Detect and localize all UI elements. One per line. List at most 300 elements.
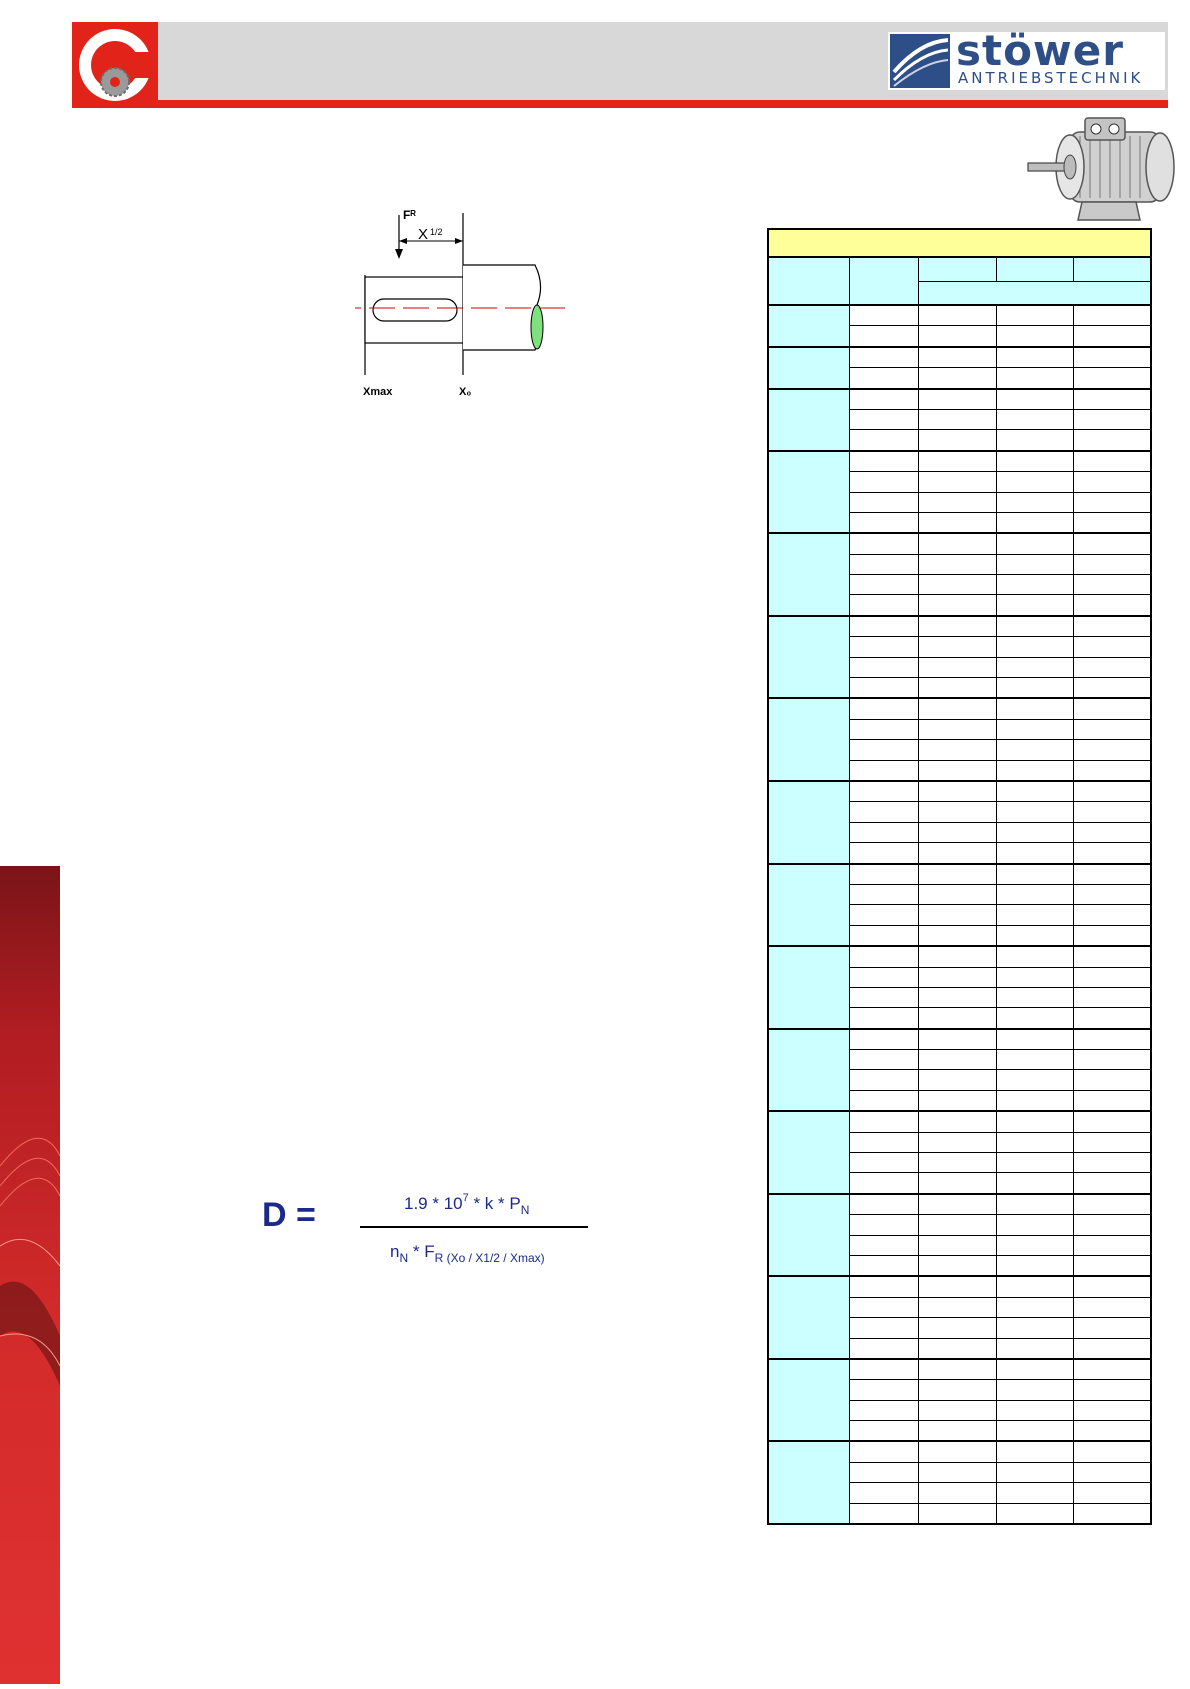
table-cell (918, 368, 996, 389)
table-cell (996, 760, 1073, 781)
table-cell (918, 1255, 996, 1276)
table-cell (918, 925, 996, 946)
table-cell (849, 719, 918, 739)
table-cell (918, 1297, 996, 1317)
table-cell (918, 864, 996, 885)
table-cell (1073, 1441, 1151, 1462)
table-cell (849, 1235, 918, 1255)
table-cell (849, 967, 918, 987)
head-cell-5 (1073, 257, 1151, 281)
table-cell (1073, 1503, 1151, 1524)
table-cell (849, 1215, 918, 1235)
table-cell (918, 1111, 996, 1132)
table-cell (849, 1276, 918, 1297)
table-cell (918, 554, 996, 574)
table-cell (849, 637, 918, 657)
decorative-side-strip (0, 866, 60, 1684)
table-cell (1073, 492, 1151, 512)
table-cell (849, 1380, 918, 1400)
table-cell (849, 616, 918, 637)
table-cell (918, 843, 996, 864)
table-cell (849, 512, 918, 533)
table-cell (849, 1050, 918, 1070)
table-cell (1073, 967, 1151, 987)
table-cell (996, 1276, 1073, 1297)
table-cell (849, 1421, 918, 1442)
table-cell (849, 1483, 918, 1503)
table-cell (996, 678, 1073, 699)
brand-tagline: ANTRIEBSTECHNIK (958, 69, 1144, 87)
table-cell (918, 719, 996, 739)
table-cell (1073, 1297, 1151, 1317)
table-row (768, 1194, 1151, 1215)
table-cell (918, 1483, 996, 1503)
table-cell (996, 1090, 1073, 1111)
table-cell (849, 472, 918, 492)
table-row (768, 698, 1151, 719)
xmax-label: Xmax (363, 386, 393, 398)
table-cell (849, 368, 918, 389)
table-cell (918, 430, 996, 451)
table-cell (918, 575, 996, 595)
table-cell (849, 1297, 918, 1317)
table-cell (996, 305, 1073, 326)
electric-motor-icon (1020, 112, 1180, 227)
table-cell (1073, 1194, 1151, 1215)
table-cell (1073, 678, 1151, 699)
table-cell (849, 595, 918, 616)
table-cell (1073, 1008, 1151, 1029)
table-cell (849, 822, 918, 842)
table-cell (996, 1297, 1073, 1317)
table-cell (849, 1029, 918, 1050)
table-cell (849, 305, 918, 326)
data-table (767, 228, 1152, 1525)
group-cell (768, 781, 849, 864)
table-cell (996, 1215, 1073, 1235)
table-title-cell (768, 229, 1151, 257)
table-cell (1073, 781, 1151, 802)
group-cell (768, 347, 849, 389)
table-cell (1073, 884, 1151, 904)
table-cell (918, 678, 996, 699)
table-row (768, 946, 1151, 967)
table-cell (996, 1153, 1073, 1173)
table-cell (1073, 616, 1151, 637)
table-cell (996, 740, 1073, 760)
group-cell (768, 305, 849, 347)
table-cell (996, 595, 1073, 616)
table-cell (1073, 1235, 1151, 1255)
table-cell (996, 368, 1073, 389)
distance-label: X (418, 226, 429, 243)
table-cell (1073, 719, 1151, 739)
table-cell (996, 430, 1073, 451)
table-cell (996, 884, 1073, 904)
table-cell (849, 657, 918, 677)
table-cell (1073, 368, 1151, 389)
table-cell (1073, 905, 1151, 925)
table-cell (1073, 1276, 1151, 1297)
table-cell (849, 925, 918, 946)
table-cell (918, 1132, 996, 1152)
table-row (768, 451, 1151, 472)
table-cell (1073, 1050, 1151, 1070)
table-cell (1073, 1255, 1151, 1276)
table-row (768, 347, 1151, 368)
table-cell (1073, 1173, 1151, 1194)
formula-denominator: $n_N * F_{R (Xo / X1/2 / Xmax)}$ (390, 1242, 545, 1265)
table-cell (996, 616, 1073, 637)
table-title-row (768, 229, 1151, 257)
table-cell (996, 864, 1073, 885)
table-cell (918, 389, 996, 410)
table-cell (1073, 740, 1151, 760)
table-cell (1073, 595, 1151, 616)
table-cell (1073, 389, 1151, 410)
table-cell (1073, 326, 1151, 347)
group-cell (768, 389, 849, 451)
head-cell-1 (768, 257, 849, 305)
table-cell (1073, 698, 1151, 719)
table-cell (918, 1029, 996, 1050)
subhead-cell (918, 281, 1151, 305)
table-cell (1073, 472, 1151, 492)
company-logo (72, 22, 158, 108)
table-cell (918, 740, 996, 760)
table-cell (918, 1359, 996, 1380)
table-cell (1073, 1318, 1151, 1338)
table-cell (1073, 1421, 1151, 1442)
table-cell (996, 1338, 1073, 1359)
table-cell (849, 1359, 918, 1380)
header-accent-line (72, 100, 1168, 108)
table-cell (1073, 987, 1151, 1007)
brand-swoosh-icon (890, 32, 952, 90)
table-cell (849, 1194, 918, 1215)
table-cell (996, 905, 1073, 925)
table-cell (996, 987, 1073, 1007)
table-cell (996, 1400, 1073, 1420)
table-cell (996, 472, 1073, 492)
table-cell (996, 843, 1073, 864)
table-cell (918, 1338, 996, 1359)
table-cell (849, 554, 918, 574)
table-cell (996, 554, 1073, 574)
table-cell (996, 781, 1073, 802)
table-cell (849, 946, 918, 967)
table-cell (996, 637, 1073, 657)
bearing-formula (258, 1182, 598, 1282)
table-cell (849, 533, 918, 554)
group-cell (768, 1441, 849, 1524)
table-cell (849, 492, 918, 512)
table-cell (918, 1503, 996, 1524)
table-cell (996, 698, 1073, 719)
table-cell (1073, 760, 1151, 781)
table-cell (1073, 575, 1151, 595)
table-cell (918, 1215, 996, 1235)
table-cell (1073, 1029, 1151, 1050)
table-cell (918, 1421, 996, 1442)
table-cell (849, 987, 918, 1007)
table-cell (849, 1070, 918, 1090)
table-cell (996, 967, 1073, 987)
group-cell (768, 1276, 849, 1359)
table-cell (849, 389, 918, 410)
table-cell (996, 389, 1073, 410)
table-cell (849, 451, 918, 472)
table-cell (996, 1132, 1073, 1152)
table-cell (918, 1173, 996, 1194)
table-cell (996, 409, 1073, 429)
table-cell (996, 1070, 1073, 1090)
table-cell (996, 347, 1073, 368)
table-cell (849, 1090, 918, 1111)
table-row (768, 533, 1151, 554)
table-cell (1073, 1215, 1151, 1235)
table-cell (849, 864, 918, 885)
table-cell (996, 1194, 1073, 1215)
table-cell (849, 884, 918, 904)
table-cell (1073, 1090, 1151, 1111)
table-cell (996, 1462, 1073, 1482)
table-cell (996, 1050, 1073, 1070)
table-cell (996, 1359, 1073, 1380)
key-slot (373, 299, 457, 321)
group-cell (768, 533, 849, 616)
table-cell (1073, 843, 1151, 864)
table-cell (918, 1276, 996, 1297)
table-cell (918, 822, 996, 842)
table-cell (849, 1111, 918, 1132)
table-cell (849, 1462, 918, 1482)
table-cell (918, 781, 996, 802)
force-label: Fᴿ (403, 208, 416, 222)
head-cell-3 (918, 257, 996, 281)
table-cell (996, 1235, 1073, 1255)
force-arrow-icon (395, 249, 403, 259)
table-cell (1073, 637, 1151, 657)
table-cell (918, 946, 996, 967)
table-cell (996, 1173, 1073, 1194)
table-row (768, 864, 1151, 885)
table-row (768, 781, 1151, 802)
table-cell (918, 1441, 996, 1462)
table-cell (849, 1153, 918, 1173)
table-cell (849, 1173, 918, 1194)
table-cell (918, 409, 996, 429)
table-cell (996, 1503, 1073, 1524)
shaft-section (531, 305, 543, 349)
table-cell (849, 802, 918, 822)
table-cell (1073, 925, 1151, 946)
table-cell (996, 822, 1073, 842)
table-cell (849, 1132, 918, 1152)
table-cell (849, 575, 918, 595)
table-cell (918, 1008, 996, 1029)
table-cell (918, 1153, 996, 1173)
shaft-load-diagram (355, 205, 615, 405)
table-cell (918, 1050, 996, 1070)
table-cell (849, 1338, 918, 1359)
table-cell (918, 512, 996, 533)
head-cell-4 (996, 257, 1073, 281)
table-cell (996, 657, 1073, 677)
table-cell (918, 595, 996, 616)
table-cell (849, 347, 918, 368)
table-cell (918, 326, 996, 347)
table-cell (849, 740, 918, 760)
table-cell (1073, 802, 1151, 822)
formula-lhs: D = (262, 1196, 316, 1234)
table-cell (918, 1090, 996, 1111)
table-cell (1073, 657, 1151, 677)
table-cell (996, 492, 1073, 512)
table-cell (996, 1008, 1073, 1029)
table-cell (849, 1008, 918, 1029)
table-cell (996, 1483, 1073, 1503)
table-cell (918, 1235, 996, 1255)
wave-decoration-icon (0, 866, 60, 1684)
group-cell (768, 1194, 849, 1277)
group-cell (768, 698, 849, 781)
table-cell (918, 1194, 996, 1215)
saw-blade-c-logo-icon (72, 22, 158, 108)
table-row (768, 305, 1151, 326)
table-cell (996, 802, 1073, 822)
brand-logo (888, 26, 1165, 90)
table-cell (849, 760, 918, 781)
table-cell (996, 1441, 1073, 1462)
table-cell (918, 657, 996, 677)
group-cell (768, 1111, 849, 1194)
table-cell (996, 1255, 1073, 1276)
table-cell (1073, 1132, 1151, 1152)
table-cell (1073, 533, 1151, 554)
head-cell-2 (849, 257, 918, 305)
table-cell (849, 698, 918, 719)
table-cell (918, 760, 996, 781)
group-cell (768, 1029, 849, 1112)
table-head-row (768, 257, 1151, 281)
table-cell (918, 1318, 996, 1338)
table-cell (996, 1029, 1073, 1050)
group-cell (768, 864, 849, 947)
table-cell (996, 451, 1073, 472)
table-cell (996, 533, 1073, 554)
table-cell (918, 637, 996, 657)
table-row (768, 1441, 1151, 1462)
table-cell (918, 305, 996, 326)
table-cell (1073, 822, 1151, 842)
table-cell (996, 946, 1073, 967)
table-cell (918, 1400, 996, 1420)
table-cell (849, 1400, 918, 1420)
table-cell (849, 430, 918, 451)
table-row (768, 616, 1151, 637)
table-cell (1073, 1153, 1151, 1173)
table-cell (1073, 512, 1151, 533)
table-cell (849, 905, 918, 925)
table-cell (996, 326, 1073, 347)
table-row (768, 389, 1151, 410)
table-row (768, 1359, 1151, 1380)
table-cell (918, 987, 996, 1007)
table-cell (918, 698, 996, 719)
table-cell (996, 719, 1073, 739)
table-cell (918, 905, 996, 925)
table-cell (1073, 864, 1151, 885)
table-row (768, 1276, 1151, 1297)
table-cell (918, 492, 996, 512)
table-cell (1073, 1359, 1151, 1380)
table-cell (918, 472, 996, 492)
table-cell (1073, 1483, 1151, 1503)
group-cell (768, 616, 849, 699)
table-cell (1073, 1111, 1151, 1132)
table-cell (1073, 554, 1151, 574)
distance-label-sup: 1/2 (430, 227, 443, 237)
table-cell (1073, 1400, 1151, 1420)
table-cell (996, 1111, 1073, 1132)
table-cell (849, 326, 918, 347)
table-cell (1073, 1338, 1151, 1359)
table-cell (1073, 430, 1151, 451)
brand-name: stöwer (956, 26, 1124, 75)
table-cell (918, 967, 996, 987)
table-cell (918, 347, 996, 368)
table-row (768, 1111, 1151, 1132)
table-cell (1073, 451, 1151, 472)
table-cell (1073, 1070, 1151, 1090)
table-cell (849, 1441, 918, 1462)
table-cell (918, 616, 996, 637)
table-cell (1073, 347, 1151, 368)
table-row (768, 1029, 1151, 1050)
table-cell (849, 1255, 918, 1276)
table-cell (996, 1421, 1073, 1442)
table-cell (849, 781, 918, 802)
table-cell (918, 884, 996, 904)
table-cell (996, 1380, 1073, 1400)
table-cell (1073, 946, 1151, 967)
table-cell (996, 925, 1073, 946)
table-cell (849, 843, 918, 864)
table-cell (849, 1318, 918, 1338)
table-cell (996, 512, 1073, 533)
table-cell (918, 451, 996, 472)
table-cell (1073, 1462, 1151, 1482)
table-cell (1073, 305, 1151, 326)
table-cell (918, 802, 996, 822)
table-cell (918, 1070, 996, 1090)
table-cell (918, 533, 996, 554)
table-cell (918, 1462, 996, 1482)
table-cell (918, 1380, 996, 1400)
table-cell (849, 1503, 918, 1524)
group-cell (768, 946, 849, 1029)
table-cell (996, 1318, 1073, 1338)
xo-label: X₀ (459, 386, 472, 398)
formula-numerator: $1.9 * 10^7$ * k * $P_N$ (404, 1192, 530, 1217)
table-cell (849, 678, 918, 699)
group-cell (768, 451, 849, 534)
table-cell (849, 409, 918, 429)
data-grid (767, 228, 1152, 1525)
table-cell (1073, 409, 1151, 429)
group-cell (768, 1359, 849, 1442)
